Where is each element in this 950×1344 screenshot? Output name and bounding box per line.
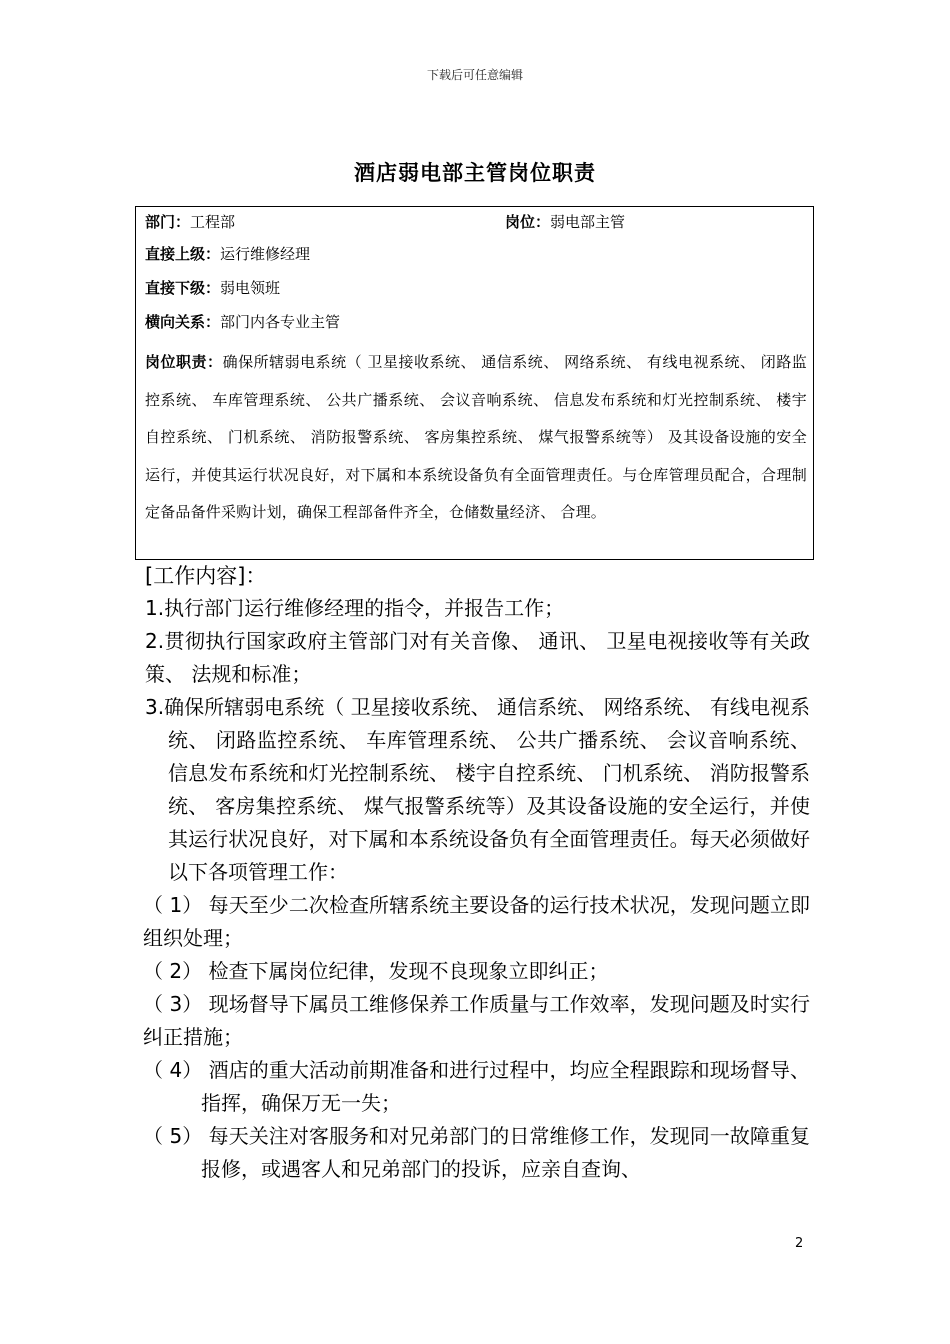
post-label: 岗位 [505, 213, 536, 231]
duty-label: 岗位职责 [145, 353, 208, 371]
subordinate-value: 弱电领班 [220, 279, 281, 297]
work-item-2: 2.贯彻执行国家政府主管部门对有关音像、 通讯、 卫星电视接收等有关政策、 法规和标准； [145, 629, 810, 686]
post-value: 弱电部主管 [550, 213, 626, 231]
subordinate-row: 直接下级：弱电领班 [145, 279, 281, 297]
sub-item-5: （ 5） 每天关注对客服务和对兄弟部门的日常维修工作，发现同一故障重复报修，或遇客人和兄弟部门的投诉，应亲自查询、 [143, 1124, 810, 1181]
department-value: 工程部 [190, 213, 236, 231]
sub-item-2: （ 2） 检查下属岗位纪律，发现不良现象立即纠正； [143, 959, 609, 983]
job-info-box [135, 206, 814, 560]
work-item-1: 1.执行部门运行维修经理的指令，并报告工作； [145, 596, 565, 620]
header-note: 下载后可任意编辑 [426, 68, 523, 82]
lateral-value: 部门内各专业主管 [220, 313, 341, 331]
department-label: 部门 [145, 213, 176, 231]
work-content-heading: [工作内容]： [145, 564, 267, 588]
superior-value: 运行维修经理 [220, 245, 311, 263]
duty-value: 确保所辖弱电系统（ 卫星接收系统、 通信系统、 网络系统、 有线电视系统、 闭路监控系统、 车库管理系统、 公共广播系统、 会议音响系统、 信息发布系统和灯光控制系统、 楼宇自控系统、 门机系统、 消防报警系统、 客房集控系统、 煤气报警系统等） 及其设备设施的安全运行，并使其运行状况良好，对下属和本系统设备负有全面管理责任。与仓库管理员配合，合理制定备品备件采购计划，确保工程部备件齐全，仓储数量经济、 合理。 [145, 353, 807, 521]
duty-paragraph: 岗位职责：确保所辖弱电系统（ 卫星接收系统、 通信系统、 网络系统、 有线电视系统、 闭路监控系统、 车库管理系统、 公共广播系统、 会议音响系统、 信息发布系统和灯光控制系统、 楼宇自控系统、 门机系统、 消防报警系统、 客房集控系统、 煤气报警系统等） 及其设备设施的安全运行，并使其运行状况良好，对下属和本系统设备负有全面管理责任。与仓库管理员配合，合理制定备品备件采购计划，确保工程部备件齐全，仓储数量经济、 合理。 [145, 353, 807, 521]
document-title: 酒店弱电部主管岗位职责 [354, 161, 596, 185]
lateral-row: 横向关系：部门内各专业主管 [145, 313, 341, 331]
department-row: 部门：工程部 [145, 213, 236, 231]
post-row: 岗位：弱电部主管 [505, 213, 626, 231]
sub-item-1: （ 1） 每天至少二次检查所辖系统主要设备的运行技术状况，发现问题立即组织处理； [143, 893, 810, 950]
work-item-3: 3.确保所辖弱电系统（ 卫星接收系统、 通信系统、 网络系统、 有线电视系统、 闭路监控系统、 车库管理系统、 公共广播系统、 会议音响系统、 信息发布系统和灯光控制系统、 楼宇自控系统、 门机系统、 消防报警系统、 客房集控系统、 煤气报警系统等）及其设备设施的安全运行，并使其运行状况良好，对下属和本系统设备负有全面管理责任。每天必须做好以下各项管理工作： [145, 695, 810, 884]
work-content-list [145, 592, 810, 1186]
lateral-label: 横向关系 [145, 313, 206, 331]
page-number: 2 [795, 1236, 804, 1251]
subordinate-label: 直接下级 [145, 279, 206, 297]
sub-item-4: （ 4） 酒店的重大活动前期准备和进行过程中，均应全程跟踪和现场督导、 指挥，确保万无一失； [143, 1058, 810, 1115]
superior-label: 直接上级 [145, 245, 206, 263]
sub-item-3: （ 3） 现场督导下属员工维修保养工作质量与工作效率，发现问题及时实行纠正措施； [143, 992, 810, 1049]
superior-row: 直接上级：运行维修经理 [145, 245, 311, 263]
